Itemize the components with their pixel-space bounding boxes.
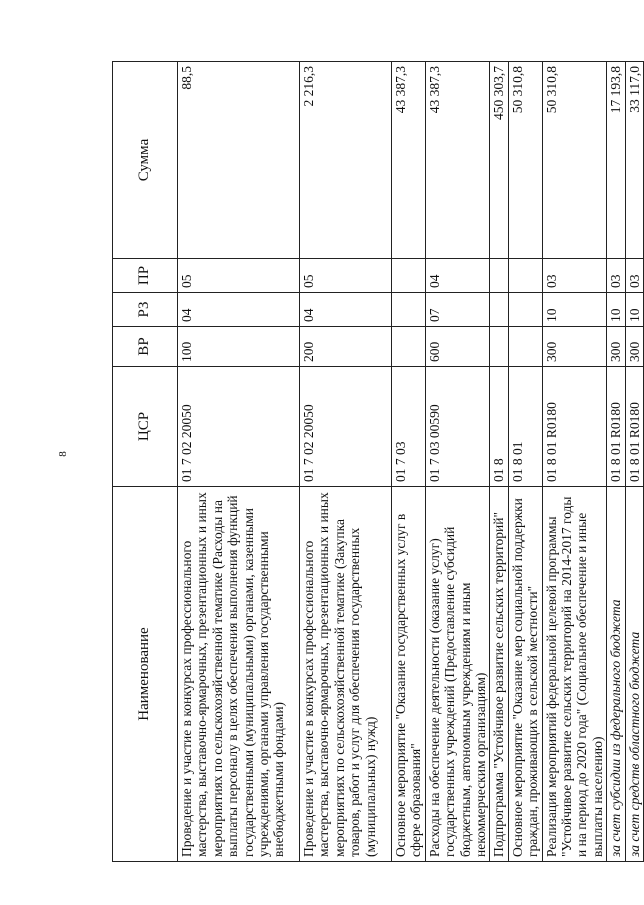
cell-name: Проведение и участие в конкурсах профессионального мастерства, выставочно-ярмарочных, презентационных и иных мероприятиях по сельскохозяйственной тематике (Закупка товаров, работ и услуг для обеспечения государственных (муниципальных) нужд) [300,487,392,862]
table-row [508,62,542,862]
header-name: Наименование [113,487,178,862]
header-pr: ПР [113,259,178,293]
cell-sum: 88,5 [178,62,300,259]
cell-vr: 300 [607,327,625,367]
cell-csr: 01 8 01 [508,367,542,487]
cell-pr: 03 [607,259,625,293]
table-row [625,62,643,862]
budget-table [112,61,644,862]
cell-name: Основное мероприятие "Оказание государственных услуг в сфере образования" [392,487,426,862]
cell-vr [508,327,542,367]
rotated-table-container [112,62,642,862]
cell-name: за счет средств областного бюджета [625,487,643,862]
cell-rz [392,293,426,327]
cell-sum: 2 216,3 [300,62,392,259]
cell-pr [490,259,508,293]
cell-sum: 17 193,8 [607,62,625,259]
cell-name: Расходы на обеспечение деятельности (оказание услуг) государственных учреждений (Предоставление субсидий бюджетным, автономным учреждениям и иным некоммерческим организациям) [425,487,490,862]
cell-name: Проведение и участие в конкурсах профессионального мастерства, выставочно-ярмарочных, презентационных и иных мероприятиях по сельскохозяйственной тематике (Расходы на выплаты персоналу в целях обеспечения выполнения функций государственными (муниципальными) органами, казенными учреждениями, органами управления государственными внебюджетными фондами) [178,487,300,862]
header-rz: РЗ [113,293,178,327]
cell-vr [392,327,426,367]
cell-csr: 01 8 01 R0180 [542,367,607,487]
cell-vr: 100 [178,327,300,367]
cell-sum: 33 117,0 [625,62,643,259]
cell-pr: 03 [542,259,607,293]
cell-pr [508,259,542,293]
table-row [300,62,392,862]
cell-csr: 01 8 01 R0180 [607,367,625,487]
cell-pr: 03 [625,259,643,293]
table-row [392,62,426,862]
cell-vr [490,327,508,367]
cell-rz: 07 [425,293,490,327]
cell-name: Подпрограмма "Устойчивое развитие сельских территорий" [490,487,508,862]
cell-rz: 10 [607,293,625,327]
cell-pr: 05 [300,259,392,293]
cell-csr: 01 8 01 R0180 [625,367,643,487]
page-number: 8 [56,451,69,457]
cell-rz [490,293,508,327]
table-row [425,62,490,862]
header-sum: Сумма [113,62,178,259]
cell-rz [508,293,542,327]
header-vr: ВР [113,327,178,367]
cell-vr: 200 [300,327,392,367]
table-row [542,62,607,862]
cell-pr: 04 [425,259,490,293]
table-row [178,62,300,862]
cell-sum: 43 387,3 [425,62,490,259]
cell-rz: 10 [542,293,607,327]
cell-sum: 450 303,7 [490,62,508,259]
cell-csr: 01 7 02 20050 [300,367,392,487]
cell-pr: 05 [178,259,300,293]
cell-vr: 600 [425,327,490,367]
cell-csr: 01 8 [490,367,508,487]
cell-name: Реализация мероприятий федеральной целевой программы "Устойчивое развитие сельских территорий на 2014-2017 годы и на период до 2020 года" (Социальное обеспечение и иные выплаты населению) [542,487,607,862]
cell-vr: 300 [625,327,643,367]
cell-csr: 01 7 03 [392,367,426,487]
table-header-row [113,62,178,862]
table-body [178,62,644,862]
cell-vr: 300 [542,327,607,367]
cell-rz: 04 [178,293,300,327]
cell-pr [392,259,426,293]
table-row [607,62,625,862]
cell-csr: 01 7 03 00590 [425,367,490,487]
table-row [490,62,508,862]
header-csr: ЦСР [113,367,178,487]
cell-sum: 50 310,8 [508,62,542,259]
cell-rz: 04 [300,293,392,327]
cell-name: Основное мероприятие "Оказание мер социальной поддержки граждан, проживающих в сельской местности" [508,487,542,862]
cell-csr: 01 7 02 20050 [178,367,300,487]
cell-sum: 43 387,3 [392,62,426,259]
cell-name: за счет субсидии из федерального бюджета [607,487,625,862]
cell-sum: 50 310,8 [542,62,607,259]
cell-rz: 10 [625,293,643,327]
